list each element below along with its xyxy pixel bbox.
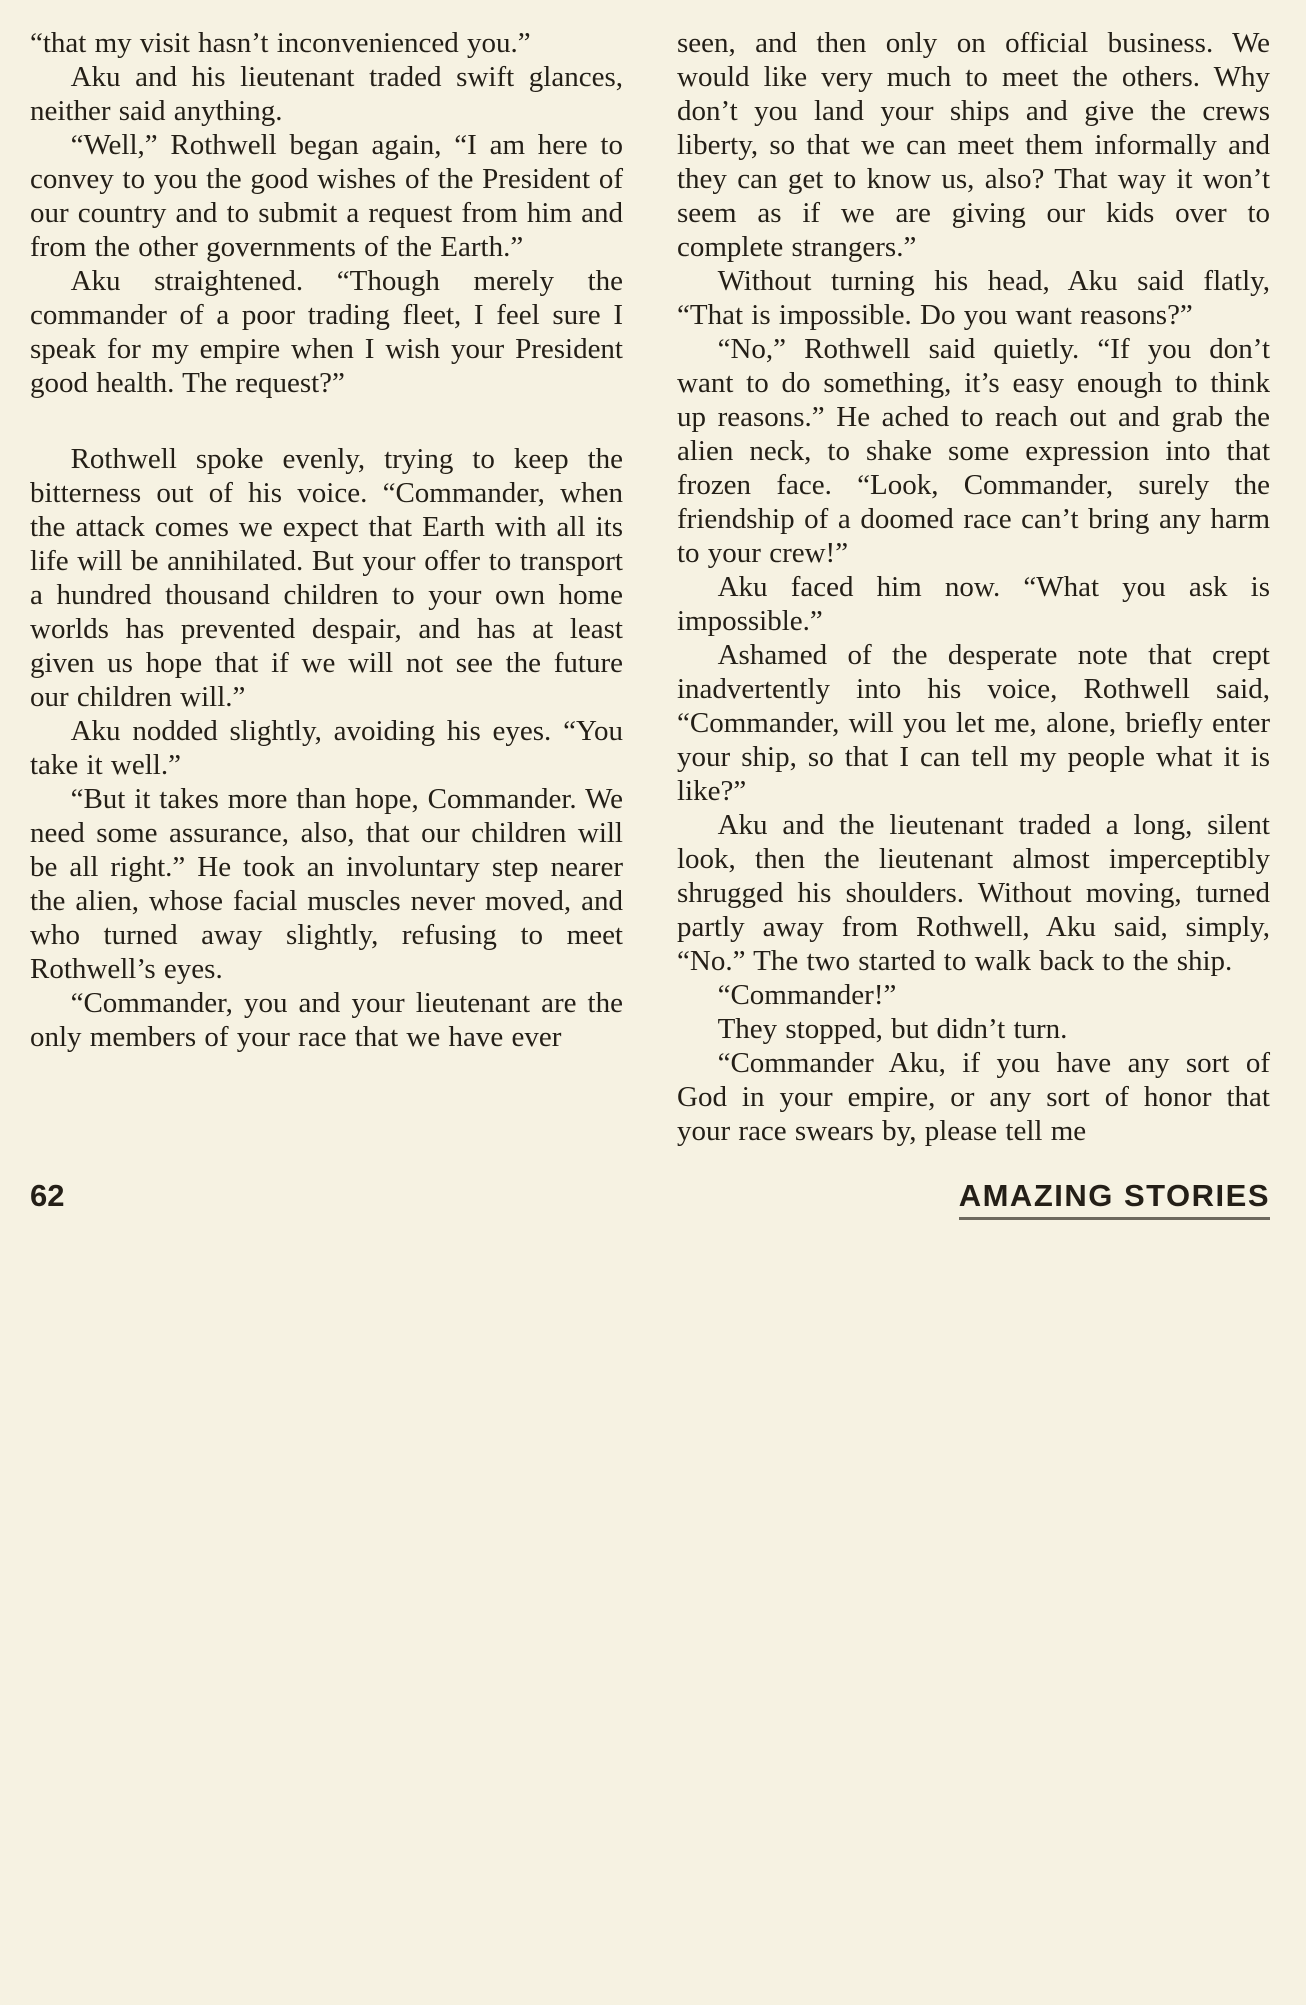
paragraph: “Commander!” [717,979,897,1011]
paragraph: seen, and then only on official business. We would like very much to meet the others. Why don’t you land your ships and give the crews liberty, so that we can meet them informally and they can get to know us, also? That way it won’t seem as if we are giving our kids over to complete strangers.” [677,27,1270,263]
paragraph: “Well,” Rothwell began again, “I am here to convey to you the good wishes of the President of our country and to submit a request from him and from the other governments of the Earth.” [30,129,623,263]
paragraph: Aku and the lieutenant traded a long, silent look, then the lieutenant almost imperceptibly shrugged his shoulders. Without moving, turned partly away from Rothwell, Aku said, simply, “No.” The two started to walk back to the ship. [677,809,1270,977]
paragraph: Rothwell spoke evenly, trying to keep the bitterness out of his voice. “Commander, when the attack comes we expect that Earth with all its life will be annihilated. But your offer to transport a hundred thousand children to your own home worlds has prevented despair, and has at least given us hope that if we will not see the future our children will.” [30,443,623,713]
text-columns [30,26,1270,1148]
page-footer [30,1178,1270,1220]
paragraph: Ashamed of the desperate note that crept inadvertently into his voice, Rothwell said, “Commander, will you let me, alone, briefly enter your ship, so that I can tell my people what it is like?” [677,639,1270,807]
paragraph: Aku faced him now. “What you ask is impossible.” [677,571,1270,637]
page-number: 62 [30,1178,65,1213]
magazine-title: AMAZING STORIES [959,1178,1270,1220]
paragraph: They stopped, but didn’t turn. [717,1013,1068,1045]
paragraph: Without turning his head, Aku said flatly, “That is impossible. Do you want reasons?” [677,265,1270,331]
paragraph: “Commander, you and your lieutenant are the only members of your race that we have ever [30,987,623,1053]
paragraph: “Commander Aku, if you have any sort of God in your empire, or any sort of honor that your race swears by, please tell me [677,1047,1270,1147]
paragraph: Aku straightened. “Though merely the commander of a poor trading fleet, I feel sure I speak for my empire when I wish your President good health. The request?” [30,265,623,399]
left-column [30,26,623,1148]
paragraph: “But it takes more than hope, Commander. We need some assurance, also, that our children will be all right.” He took an involuntary step nearer the alien, whose facial muscles never moved, and who turned away slightly, refusing to meet Rothwell’s eyes. [30,783,623,985]
paragraph: Aku nodded slightly, avoiding his eyes. “You take it well.” [30,715,623,781]
paragraph: “No,” Rothwell said quietly. “If you don’t want to do something, it’s easy enough to think up reasons.” He ached to reach out and grab the alien neck, to shake some expression into that frozen face. “Look, Commander, surely the friendship of a doomed race can’t bring any harm to your crew!” [677,333,1270,569]
right-column [677,26,1270,1148]
paragraph: “that my visit hasn’t inconvenienced you.” [30,27,531,59]
paragraph: Aku and his lieutenant traded swift glances, neither said anything. [30,61,623,127]
